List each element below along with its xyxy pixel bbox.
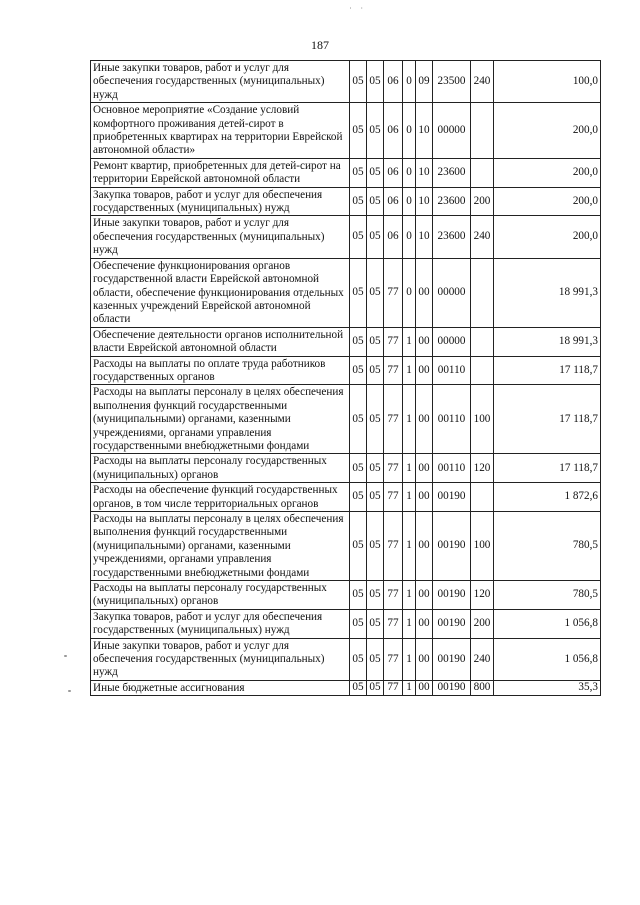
direction-code: 00190 [433,609,471,638]
subsection-code: 05 [367,609,384,638]
subprogram-code: 0 [403,258,416,327]
section-code: 05 [350,158,367,187]
row-name: Иные закупки товаров, работ и услуг для обеспечения государственных (муниципальных) нужд [91,638,350,680]
row-name: Расходы на выплаты персоналу в целях обеспечения выполнения функций государственными (муниципальными) органами, казенными учреждениями, органами управления государственными внебюджетными фондами [91,385,350,454]
section-code: 05 [350,356,367,385]
subsection-code: 05 [367,61,384,103]
subsection-code: 05 [367,638,384,680]
table-row [91,61,601,103]
activity-code: 00 [416,581,433,610]
activity-code: 00 [416,483,433,512]
subsection-code: 05 [367,512,384,581]
activity-code: 10 [416,187,433,216]
program-code: 06 [384,103,403,159]
subprogram-code: 1 [403,454,416,483]
table-row [91,638,601,680]
activity-code: 00 [416,327,433,356]
amount-value: 17 118,7 [494,454,601,483]
subprogram-code: 0 [403,158,416,187]
subsection-code: 05 [367,356,384,385]
section-code: 05 [350,609,367,638]
section-code: 05 [350,581,367,610]
expense-type-code [471,103,494,159]
scan-marks: ˙ ˙ [349,6,367,16]
section-code: 05 [350,103,367,159]
budget-table [90,60,601,696]
expense-type-code: 240 [471,61,494,103]
activity-code: 00 [416,454,433,483]
amount-value: 1 056,8 [494,609,601,638]
direction-code: 00190 [433,680,471,695]
subprogram-code: 1 [403,638,416,680]
expense-type-code: 800 [471,680,494,695]
expense-type-code [471,356,494,385]
subsection-code: 05 [367,454,384,483]
row-name: Расходы на выплаты по оплате труда работников государственных органов [91,356,350,385]
amount-value: 780,5 [494,581,601,610]
direction-code: 00000 [433,103,471,159]
section-code: 05 [350,258,367,327]
row-name: Основное мероприятие «Создание условий комфортного проживания детей-сирот в приобретенных квартирах на территории Еврейской автономной области» [91,103,350,159]
amount-value: 200,0 [494,103,601,159]
expense-type-code: 200 [471,609,494,638]
section-code: 05 [350,638,367,680]
direction-code: 00190 [433,483,471,512]
section-code: 05 [350,187,367,216]
activity-code: 00 [416,356,433,385]
expense-type-code [471,158,494,187]
direction-code: 00000 [433,327,471,356]
table-row [91,187,601,216]
direction-code: 00110 [433,454,471,483]
row-name: Иные закупки товаров, работ и услуг для обеспечения государственных (муниципальных) нужд [91,61,350,103]
table-row [91,454,601,483]
subsection-code: 05 [367,483,384,512]
direction-code: 23600 [433,187,471,216]
direction-code: 00110 [433,385,471,454]
expense-type-code: 100 [471,512,494,581]
expense-type-code [471,483,494,512]
program-code: 77 [384,258,403,327]
table-row [91,609,601,638]
subprogram-code: 1 [403,327,416,356]
direction-code: 23600 [433,158,471,187]
table-row [91,483,601,512]
section-code: 05 [350,680,367,695]
program-code: 77 [384,327,403,356]
table-row [91,581,601,610]
activity-code: 00 [416,680,433,695]
amount-value: 200,0 [494,187,601,216]
activity-code: 00 [416,638,433,680]
direction-code: 23500 [433,61,471,103]
row-name: Закупка товаров, работ и услуг для обеспечения государственных (муниципальных) нужд [91,609,350,638]
program-code: 06 [384,187,403,216]
activity-code: 00 [416,609,433,638]
program-code: 77 [384,581,403,610]
subsection-code: 05 [367,187,384,216]
section-code: 05 [350,512,367,581]
expense-type-code: 100 [471,385,494,454]
activity-code: 10 [416,103,433,159]
row-name: Обеспечение функционирования органов государственной власти Еврейской автономной области, обеспечение функционирования отдельных казенных учреждений Еврейской автономной области [91,258,350,327]
table-row [91,680,601,695]
section-code: 05 [350,454,367,483]
subprogram-code: 1 [403,609,416,638]
page-number: 187 [311,38,329,52]
program-code: 77 [384,512,403,581]
subsection-code: 05 [367,103,384,159]
activity-code: 09 [416,61,433,103]
subprogram-code: 1 [403,512,416,581]
row-name: Обеспечение деятельности органов исполнительной власти Еврейской автономной области [91,327,350,356]
amount-value: 18 991,3 [494,327,601,356]
table-row [91,385,601,454]
amount-value: 35,3 [494,680,601,695]
activity-code: 00 [416,258,433,327]
subsection-code: 05 [367,327,384,356]
expense-type-code [471,327,494,356]
expense-type-code: 120 [471,581,494,610]
subprogram-code: 0 [403,61,416,103]
expense-type-code: 240 [471,216,494,258]
subprogram-code: 1 [403,385,416,454]
row-name: Ремонт квартир, приобретенных для детей-сирот на территории Еврейской автономной области [91,158,350,187]
program-code: 06 [384,61,403,103]
expense-type-code: 200 [471,187,494,216]
amount-value: 18 991,3 [494,258,601,327]
subsection-code: 05 [367,581,384,610]
table-row [91,216,601,258]
row-name: Иные бюджетные ассигнования [91,680,350,695]
direction-code: 23600 [433,216,471,258]
program-code: 77 [384,609,403,638]
subprogram-code: 1 [403,483,416,512]
subprogram-code: 0 [403,216,416,258]
table-row [91,356,601,385]
section-code: 05 [350,483,367,512]
table-row [91,258,601,327]
direction-code: 00110 [433,356,471,385]
activity-code: 10 [416,216,433,258]
section-code: 05 [350,61,367,103]
direction-code: 00000 [433,258,471,327]
row-name: Расходы на выплаты персоналу государственных (муниципальных) органов [91,454,350,483]
subsection-code: 05 [367,158,384,187]
activity-code: 10 [416,158,433,187]
section-code: 05 [350,385,367,454]
subprogram-code: 1 [403,680,416,695]
amount-value: 1 872,6 [494,483,601,512]
subprogram-code: 1 [403,356,416,385]
subsection-code: 05 [367,680,384,695]
scan-speck [68,690,71,692]
amount-value: 100,0 [494,61,601,103]
subprogram-code: 1 [403,581,416,610]
subsection-code: 05 [367,216,384,258]
table-body [91,61,601,696]
table-row [91,103,601,159]
row-name: Расходы на обеспечение функций государственных органов, в том числе территориальных органов [91,483,350,512]
activity-code: 00 [416,512,433,581]
activity-code: 00 [416,385,433,454]
program-code: 77 [384,483,403,512]
row-name: Расходы на выплаты персоналу государственных (муниципальных) органов [91,581,350,610]
table-row [91,327,601,356]
direction-code: 00190 [433,581,471,610]
direction-code: 00190 [433,512,471,581]
subprogram-code: 0 [403,103,416,159]
program-code: 77 [384,638,403,680]
subsection-code: 05 [367,258,384,327]
table-row [91,512,601,581]
row-name: Расходы на выплаты персоналу в целях обеспечения выполнения функций государственными (муниципальными) органами, казенными учреждениями, органами управления государственными внебюджетными фондами [91,512,350,581]
amount-value: 200,0 [494,216,601,258]
subprogram-code: 0 [403,187,416,216]
expense-type-code: 240 [471,638,494,680]
amount-value: 17 118,7 [494,356,601,385]
program-code: 06 [384,216,403,258]
section-code: 05 [350,327,367,356]
expense-type-code [471,258,494,327]
program-code: 77 [384,454,403,483]
amount-value: 200,0 [494,158,601,187]
table-row [91,158,601,187]
direction-code: 00190 [433,638,471,680]
section-code: 05 [350,216,367,258]
row-name: Иные закупки товаров, работ и услуг для обеспечения государственных (муниципальных) нужд [91,216,350,258]
scan-speck [64,655,67,657]
amount-value: 1 056,8 [494,638,601,680]
program-code: 06 [384,158,403,187]
program-code: 77 [384,356,403,385]
amount-value: 780,5 [494,512,601,581]
program-code: 77 [384,385,403,454]
amount-value: 17 118,7 [494,385,601,454]
row-name: Закупка товаров, работ и услуг для обеспечения государственных (муниципальных) нужд [91,187,350,216]
expense-type-code: 120 [471,454,494,483]
subsection-code: 05 [367,385,384,454]
program-code: 77 [384,680,403,695]
